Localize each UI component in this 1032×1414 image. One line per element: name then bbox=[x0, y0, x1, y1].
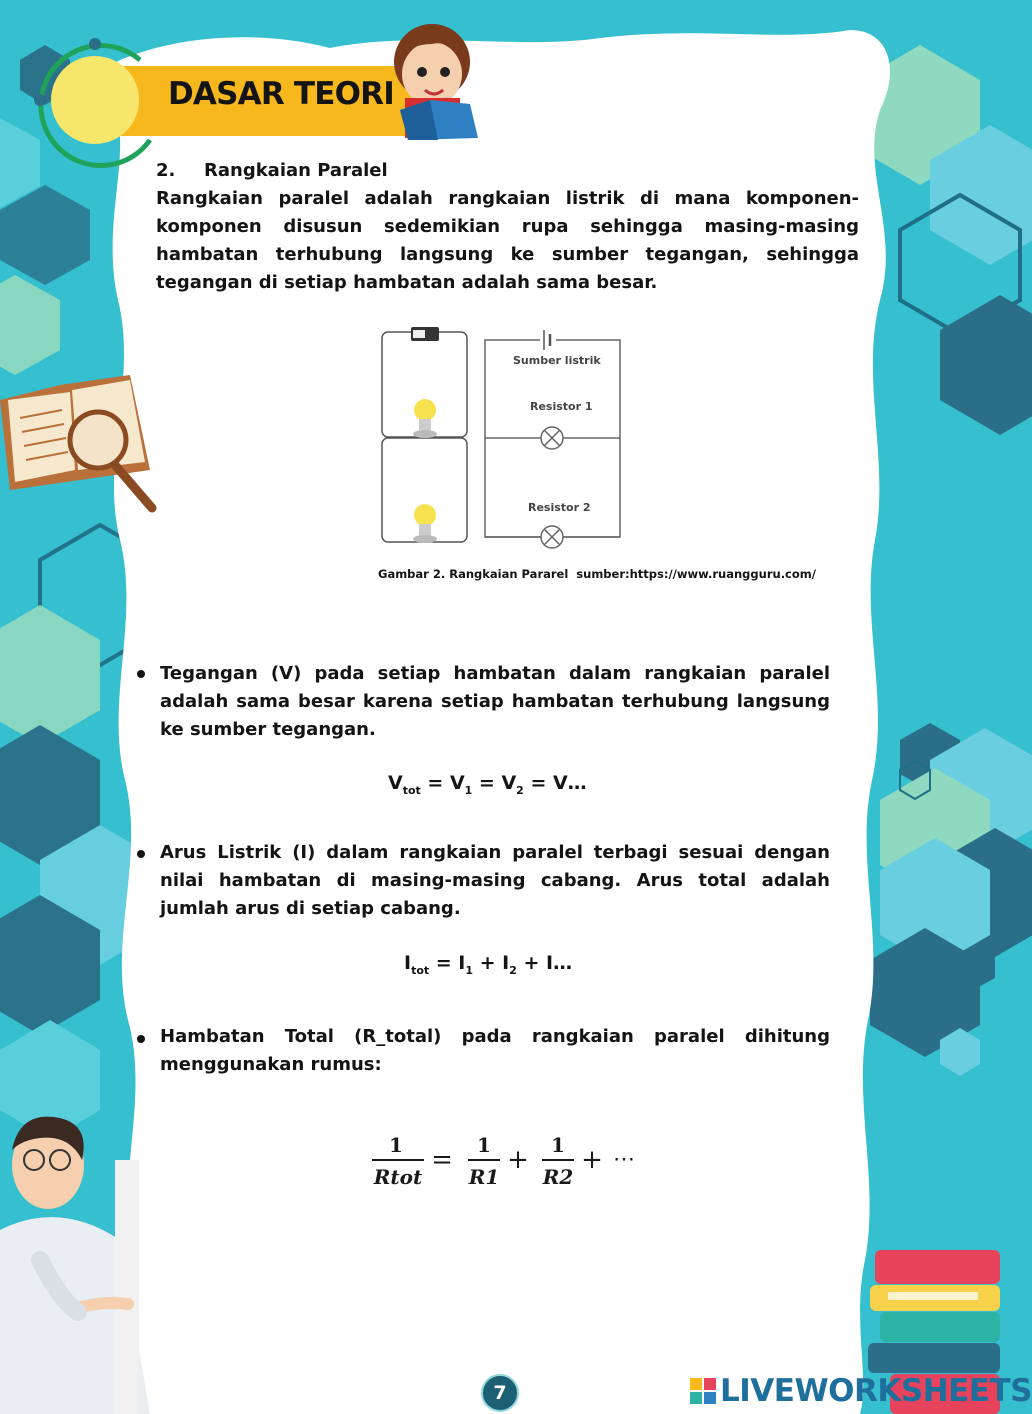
parallel-circuit-diagram bbox=[375, 322, 630, 554]
fraction-denominator-r2: R2 bbox=[542, 1165, 574, 1189]
lightbulb-icon bbox=[413, 504, 437, 543]
fraction-denominator-r1: R1 bbox=[468, 1165, 500, 1189]
page-number-badge: 7 bbox=[481, 1374, 519, 1412]
bullet-dot bbox=[137, 850, 145, 858]
formula-resistance bbox=[362, 1118, 652, 1198]
fraction-denominator-rtot: Rtot bbox=[373, 1165, 423, 1189]
bullet-current: Arus Listrik (I) dalam rangkaian paralel terbagi sesuai dengan nilai hambatan di masing-masing cabang. Arus total adalah jumlah arus di setiap cabang. bbox=[160, 842, 830, 919]
fraction-numerator: 1 bbox=[551, 1133, 565, 1157]
equals-sign: = bbox=[431, 1145, 453, 1175]
figure-source-link[interactable]: sumber:https://www.ruangguru.com/ bbox=[576, 567, 816, 581]
label-resistor-2: Resistor 2 bbox=[528, 501, 591, 514]
bullet-voltage: Tegangan (V) pada setiap hambatan dalam rangkaian paralel adalah sama besar karena setiap hambatan terhubung langsung ke sumber tegangan. bbox=[160, 663, 830, 740]
plus-sign: + bbox=[581, 1145, 603, 1175]
bullet-dot bbox=[137, 670, 145, 678]
figure-caption bbox=[378, 567, 816, 581]
section-number: 2. bbox=[156, 160, 176, 181]
page-title: DASAR TEORI bbox=[168, 76, 394, 112]
lamp-symbol bbox=[541, 427, 563, 449]
label-sumber-listrik: Sumber listrik bbox=[513, 354, 601, 367]
formula-voltage: $V_{tot} = V_1 = V_2$ = V… bbox=[388, 772, 587, 797]
plus-sign: + bbox=[507, 1145, 529, 1175]
formula-current: $I_{tot} = I_1 + I_2$ + I… bbox=[404, 952, 573, 977]
liveworksheets-brand[interactable]: LIVEWORKSHEETS bbox=[720, 1373, 1032, 1409]
lamp-symbol bbox=[541, 526, 563, 548]
liveworksheets-logo-icon bbox=[690, 1378, 716, 1404]
figure-caption-text: Gambar 2. Rangkaian Pararel bbox=[378, 567, 569, 581]
bullet-dot bbox=[137, 1035, 145, 1043]
section-intro-paragraph: Rangkaian paralel adalah rangkaian listrik di mana komponen-komponen disusun sedemikian rupa sehingga masing-masing hambatan terhubung langsung ke sumber tegangan, sehingga tegangan di setiap hambatan adalah sama besar. bbox=[156, 188, 859, 293]
ellipsis: ⋯ bbox=[613, 1147, 635, 1172]
section-heading bbox=[156, 160, 388, 181]
bullet-resistance: Hambatan Total (R_total) pada rangkaian paralel dihitung menggunakan rumus: bbox=[160, 1026, 830, 1075]
label-resistor-1: Resistor 1 bbox=[530, 400, 593, 413]
fraction-numerator: 1 bbox=[477, 1133, 491, 1157]
fraction-numerator: 1 bbox=[389, 1133, 403, 1157]
lightbulb-icon bbox=[413, 399, 437, 438]
teacher-illustration bbox=[0, 1117, 150, 1414]
section-title: Rangkaian Paralel bbox=[204, 160, 388, 181]
